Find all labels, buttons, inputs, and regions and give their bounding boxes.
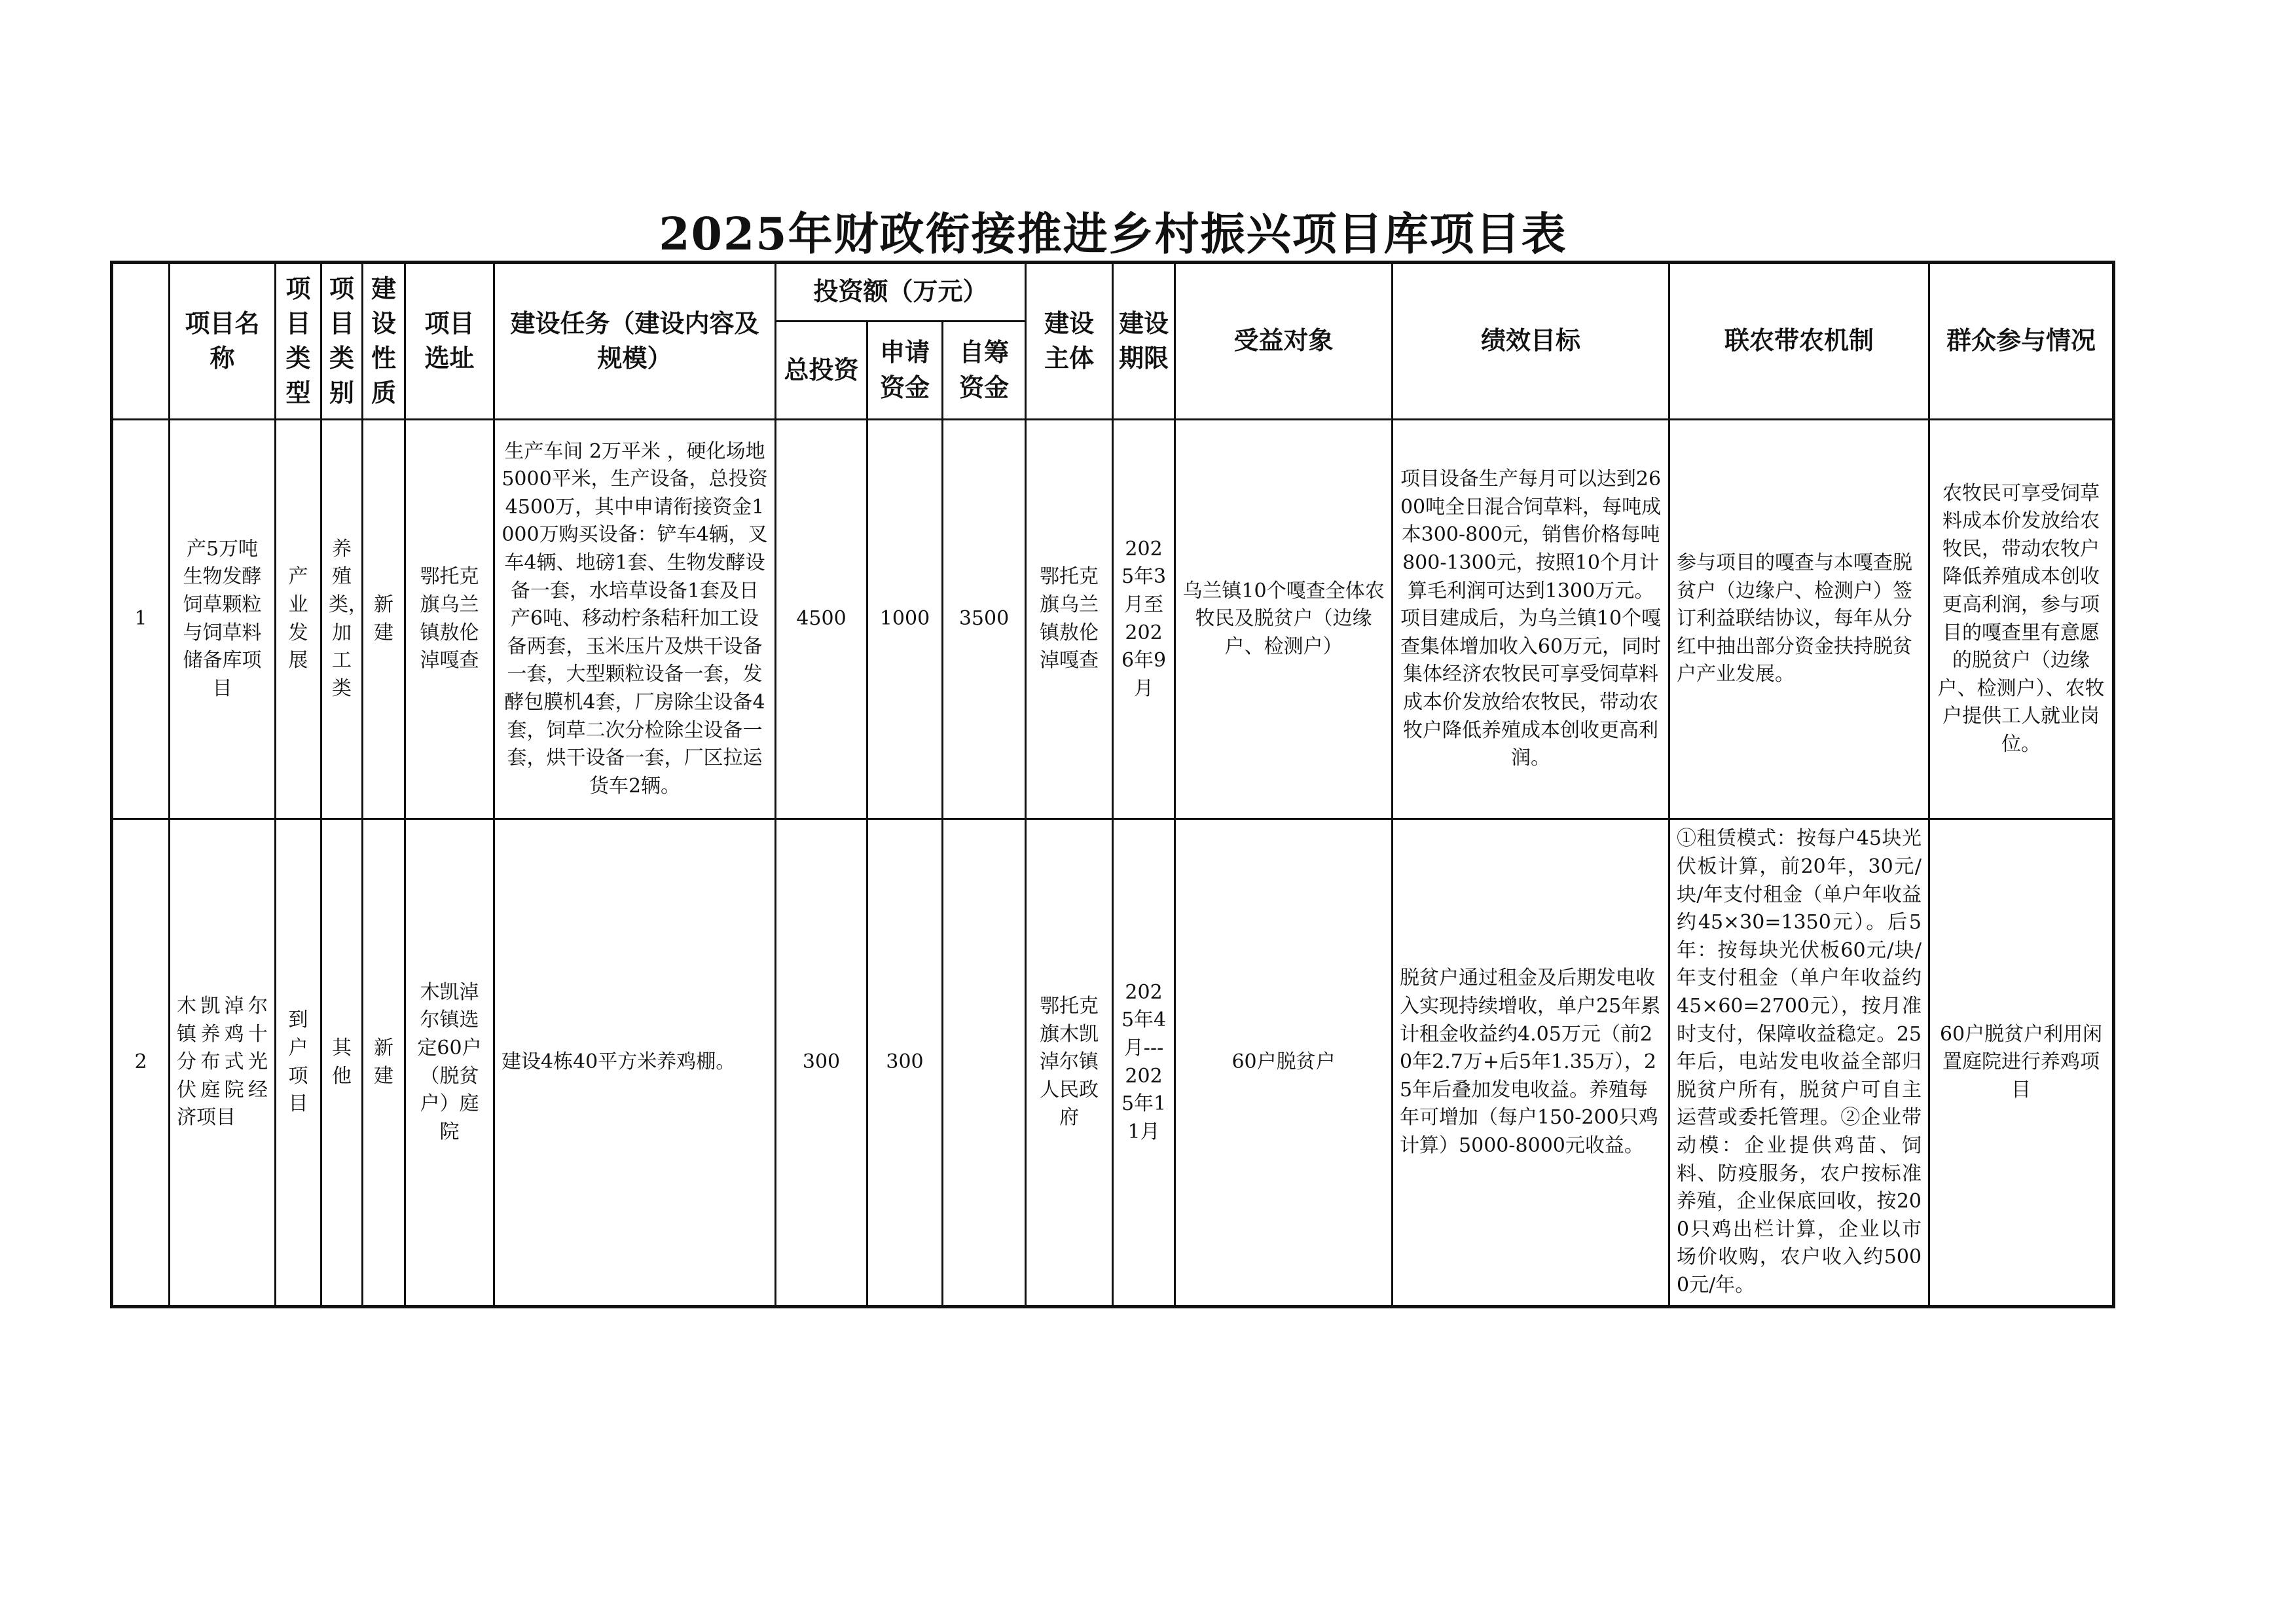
table-row	[112, 420, 2114, 819]
header-project-name: 项目名称	[170, 263, 276, 420]
cell-builder: 鄂托克旗乌兰镇敖伦淖嘎查	[1026, 420, 1113, 819]
header-builder: 建设主体	[1026, 263, 1113, 420]
cell-builder: 鄂托克旗木凯淖尔镇人民政府	[1026, 819, 1113, 1307]
cell-performance: 脱贫户通过租金及后期发电收入实现持续增收，单户25年累计租金收益约4.05万元（前20年2.7万+后5年1.35万），25年后叠加发电收益。养殖每年可增加（每户150-200只鸡计算）5000-8000元收益。	[1393, 819, 1669, 1307]
header-project-category: 项目类别	[321, 263, 363, 420]
cell-beneficiaries: 60户脱贫户	[1175, 819, 1393, 1307]
header-location: 项目选址	[405, 263, 494, 420]
cell-total-investment: 4500	[776, 420, 867, 819]
header-construction-task: 建设任务（建设内容及规模）	[494, 263, 776, 420]
header-farmer-linkage: 联农带农机制	[1669, 263, 1929, 420]
cell-self-funds	[943, 819, 1026, 1307]
header-index	[112, 263, 170, 420]
header-public-participation: 群众参与情况	[1929, 263, 2114, 420]
cell-applied-funds: 1000	[867, 420, 943, 819]
cell-period: 2025年3月至2026年9月	[1113, 420, 1175, 819]
cell-public-participation: 农牧民可享受饲草料成本价发放给农牧民，带动农牧户降低养殖成本创收更高利润，参与项目的嘎查里有意愿的脱贫户（边缘户、检测户）、农牧户提供工人就业岗位。	[1929, 420, 2114, 819]
cell-public-participation: 60户脱贫户利用闲置庭院进行养鸡项目	[1929, 819, 2114, 1307]
header-project-type: 项目类型	[276, 263, 321, 420]
cell-total-investment: 300	[776, 819, 867, 1307]
cell-index: 1	[112, 420, 170, 819]
header-applied-funds: 申请资金	[867, 322, 943, 420]
cell-construction-nature: 新建	[363, 420, 405, 819]
cell-beneficiaries: 乌兰镇10个嘎查全体农牧民及脱贫户（边缘户、检测户）	[1175, 420, 1393, 819]
header-beneficiaries: 受益对象	[1175, 263, 1393, 420]
header-row-top	[112, 263, 2114, 322]
cell-project-name: 木凯淖尔镇养鸡十分布式光伏庭院经济项目	[170, 819, 276, 1307]
cell-farmer-linkage: 参与项目的嘎查与本嘎查脱贫户（边缘户、检测户）签订利益联结协议，每年从分红中抽出部分资金扶持脱贫户产业发展。	[1669, 420, 1929, 819]
cell-construction-task: 建设4栋40平方米养鸡棚。	[494, 819, 776, 1307]
cell-applied-funds: 300	[867, 819, 943, 1307]
cell-project-category: 养殖类，加工类	[321, 420, 363, 819]
cell-location: 鄂托克旗乌兰镇敖伦淖嘎查	[405, 420, 494, 819]
cell-project-category: 其他	[321, 819, 363, 1307]
cell-project-type: 产业发展	[276, 420, 321, 819]
cell-index: 2	[112, 819, 170, 1307]
table-row	[112, 819, 2114, 1307]
header-investment-group: 投资额（万元）	[776, 263, 1026, 322]
cell-location: 木凯淖尔镇选定60户（脱贫户）庭院	[405, 819, 494, 1307]
cell-construction-nature: 新建	[363, 819, 405, 1307]
cell-project-type: 到户项目	[276, 819, 321, 1307]
header-performance: 绩效目标	[1393, 263, 1669, 420]
cell-self-funds: 3500	[943, 420, 1026, 819]
header-self-funds: 自筹资金	[943, 322, 1026, 420]
cell-construction-task: 生产车间 2万平米 ，硬化场地5000平米，生产设备，总投资4500万，其中申请衔接资金1000万购买设备：铲车4辆，叉车4辆、地磅1套、生物发酵设备一套，水培草设备1套及日产6吨、移动柠条秸秆加工设备两套，玉米压片及烘干设备一套，大型颗粒设备一套，发酵包膜机4套，厂房除尘设备4套，饲草二次分检除尘设备一套，烘干设备一套，厂区拉运货车2辆。	[494, 420, 776, 819]
project-table	[110, 261, 2115, 1308]
cell-performance: 项目设备生产每月可以达到2600吨全日混合饲草料，每吨成本300-800元，销售价格每吨800-1300元，按照10个月计算毛利润可达到1300万元。项目建成后，为乌兰镇10个嘎查集体增加收入60万元，同时集体经济农牧民可享受饲草料成本价发放给农牧民，带动农牧户降低养殖成本创收更高利润。	[1393, 420, 1669, 819]
header-total-investment: 总投资	[776, 322, 867, 420]
page-title: 2025年财政衔接推进乡村振兴项目库项目表	[659, 208, 1567, 261]
header-period: 建设期限	[1113, 263, 1175, 420]
cell-project-name: 产5万吨生物发酵饲草颗粒与饲草料储备库项目	[170, 420, 276, 819]
header-construction-nature: 建设性质	[363, 263, 405, 420]
cell-farmer-linkage: ①租赁模式：按每户45块光伏板计算，前20年，30元/块/年支付租金（单户年收益约45×30=1350元）。后5年：按每块光伏板60元/块/年支付租金（单户年收益约45×60=2700元），按月准时支付，保障收益稳定。25年后，电站发电收益全部归脱贫户所有，脱贫户可自主运营或委托管理。②企业带动模：企业提供鸡苗、饲料、防疫服务，农户按标准养殖，企业保底回收，按200只鸡出栏计算，企业以市场价收购，农户收入约5000元/年。	[1669, 819, 1929, 1307]
cell-period: 2025年4月---2025年11月	[1113, 819, 1175, 1307]
